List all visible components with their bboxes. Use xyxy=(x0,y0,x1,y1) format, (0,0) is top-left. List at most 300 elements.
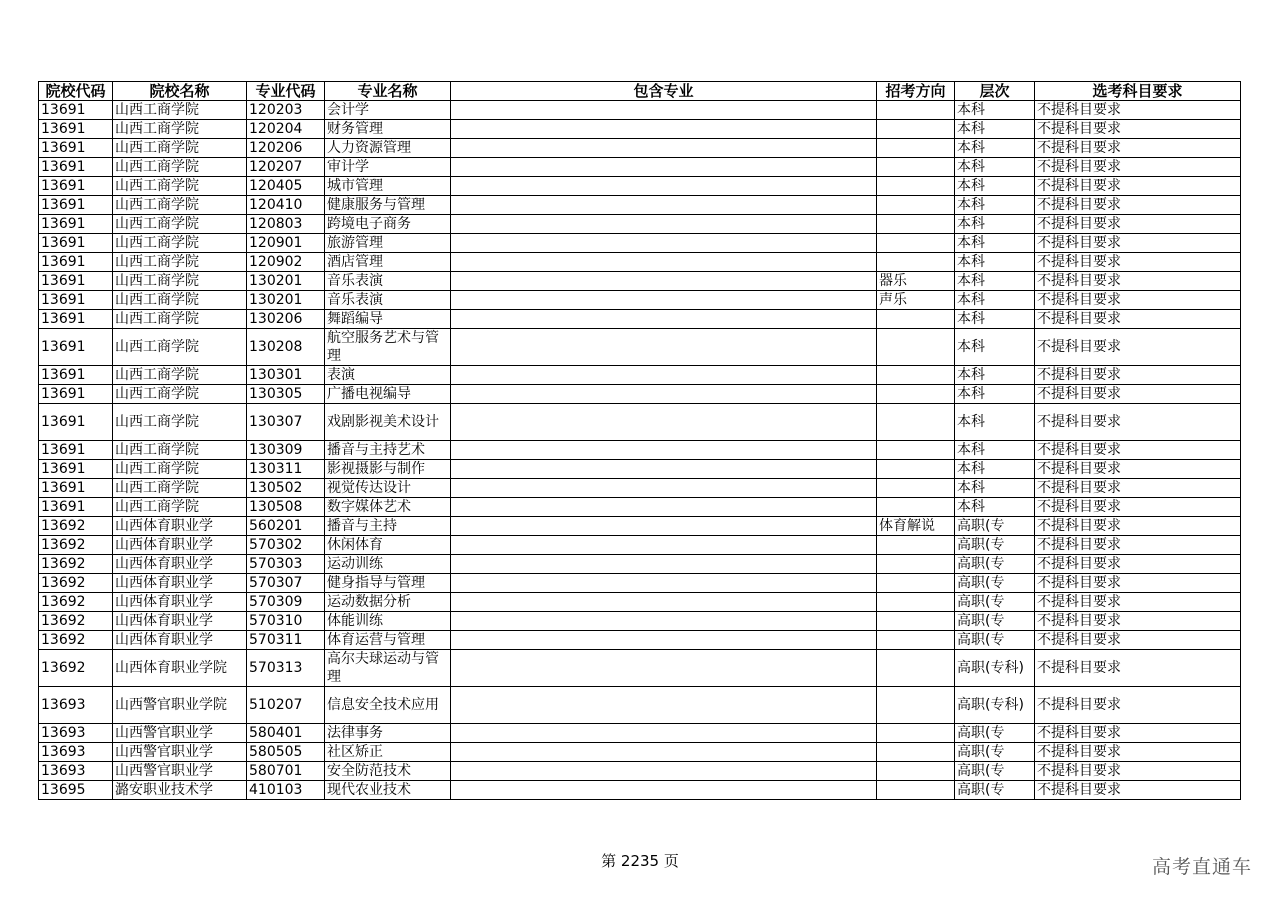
cell-school-name: 山西工商学院 xyxy=(113,177,247,196)
cell-school-name: 山西工商学院 xyxy=(113,234,247,253)
cell-major-code: 130208 xyxy=(247,329,325,366)
cell-subject-requirement: 不提科目要求 xyxy=(1035,781,1241,800)
table-row xyxy=(39,612,1241,631)
cell-school-code: 13691 xyxy=(39,479,113,498)
cell-major-name: 音乐表演 xyxy=(325,272,451,291)
cell-major-code: 560201 xyxy=(247,517,325,536)
cell-level: 本科 xyxy=(955,385,1035,404)
cell-major-name: 广播电视编导 xyxy=(325,385,451,404)
cell-major-code: 130508 xyxy=(247,498,325,517)
cell-major-code: 570310 xyxy=(247,612,325,631)
cell-level: 本科 xyxy=(955,479,1035,498)
cell-exam-direction xyxy=(877,177,955,196)
cell-school-name: 山西工商学院 xyxy=(113,498,247,517)
cell-school-name: 山西体育职业学 xyxy=(113,574,247,593)
cell-major-code: 130305 xyxy=(247,385,325,404)
cell-school-code: 13691 xyxy=(39,310,113,329)
cell-included-majors xyxy=(451,536,877,555)
cell-level: 高职(专 xyxy=(955,593,1035,612)
cell-level: 本科 xyxy=(955,441,1035,460)
cell-school-code: 13691 xyxy=(39,272,113,291)
cell-major-code: 580505 xyxy=(247,743,325,762)
cell-subject-requirement: 不提科目要求 xyxy=(1035,460,1241,479)
cell-included-majors xyxy=(451,196,877,215)
cell-subject-requirement: 不提科目要求 xyxy=(1035,593,1241,612)
cell-level: 本科 xyxy=(955,310,1035,329)
cell-exam-direction xyxy=(877,612,955,631)
table-row xyxy=(39,234,1241,253)
cell-school-name: 山西工商学院 xyxy=(113,366,247,385)
cell-level: 高职(专 xyxy=(955,743,1035,762)
cell-subject-requirement: 不提科目要求 xyxy=(1035,555,1241,574)
cell-level: 本科 xyxy=(955,101,1035,120)
cell-major-code: 120901 xyxy=(247,234,325,253)
table-row xyxy=(39,743,1241,762)
cell-school-code: 13692 xyxy=(39,555,113,574)
cell-included-majors xyxy=(451,120,877,139)
cell-major-code: 130201 xyxy=(247,272,325,291)
cell-included-majors xyxy=(451,234,877,253)
cell-school-code: 13692 xyxy=(39,517,113,536)
cell-major-code: 120207 xyxy=(247,158,325,177)
cell-major-code: 570309 xyxy=(247,593,325,612)
cell-exam-direction xyxy=(877,479,955,498)
cell-school-name: 山西工商学院 xyxy=(113,139,247,158)
cell-school-code: 13691 xyxy=(39,120,113,139)
cell-school-code: 13692 xyxy=(39,631,113,650)
cell-level: 本科 xyxy=(955,177,1035,196)
cell-subject-requirement: 不提科目要求 xyxy=(1035,291,1241,310)
table-row xyxy=(39,441,1241,460)
cell-school-name: 山西体育职业学 xyxy=(113,631,247,650)
cell-subject-requirement: 不提科目要求 xyxy=(1035,366,1241,385)
cell-major-name: 影视摄影与制作 xyxy=(325,460,451,479)
watermark-logo-text: 高考直通车 xyxy=(1151,856,1252,878)
cell-exam-direction xyxy=(877,196,955,215)
table-row xyxy=(39,329,1241,366)
cell-subject-requirement: 不提科目要求 xyxy=(1035,743,1241,762)
cell-school-code: 13692 xyxy=(39,536,113,555)
cell-level: 高职(专 xyxy=(955,631,1035,650)
cell-school-code: 13691 xyxy=(39,234,113,253)
table-row xyxy=(39,479,1241,498)
cell-included-majors xyxy=(451,650,877,687)
table-row xyxy=(39,498,1241,517)
cell-subject-requirement: 不提科目要求 xyxy=(1035,253,1241,272)
cell-school-name: 山西工商学院 xyxy=(113,460,247,479)
table-row xyxy=(39,158,1241,177)
cell-exam-direction xyxy=(877,120,955,139)
cell-included-majors xyxy=(451,310,877,329)
cell-school-code: 13693 xyxy=(39,762,113,781)
cell-level: 高职(专 xyxy=(955,762,1035,781)
cell-subject-requirement: 不提科目要求 xyxy=(1035,158,1241,177)
cell-major-code: 410103 xyxy=(247,781,325,800)
cell-included-majors xyxy=(451,517,877,536)
cell-subject-requirement: 不提科目要求 xyxy=(1035,385,1241,404)
cell-school-code: 13692 xyxy=(39,574,113,593)
header-major-name: 专业名称 xyxy=(325,82,451,101)
cell-included-majors xyxy=(451,329,877,366)
table-body xyxy=(39,101,1241,800)
cell-subject-requirement: 不提科目要求 xyxy=(1035,612,1241,631)
cell-subject-requirement: 不提科目要求 xyxy=(1035,574,1241,593)
cell-school-code: 13692 xyxy=(39,593,113,612)
table-row xyxy=(39,139,1241,158)
cell-school-name: 山西体育职业学 xyxy=(113,555,247,574)
cell-level: 高职(专 xyxy=(955,517,1035,536)
cell-level: 本科 xyxy=(955,291,1035,310)
table-row xyxy=(39,593,1241,612)
table-row xyxy=(39,404,1241,441)
cell-subject-requirement: 不提科目要求 xyxy=(1035,310,1241,329)
cell-major-name: 城市管理 xyxy=(325,177,451,196)
cell-included-majors xyxy=(451,177,877,196)
table-row xyxy=(39,177,1241,196)
cell-major-name: 法律事务 xyxy=(325,724,451,743)
header-subject-requirement: 选考科目要求 xyxy=(1035,82,1241,101)
cell-included-majors xyxy=(451,743,877,762)
cell-major-code: 130301 xyxy=(247,366,325,385)
cell-school-name: 山西体育职业学院 xyxy=(113,650,247,687)
admissions-table xyxy=(38,81,1241,800)
cell-major-code: 570302 xyxy=(247,536,325,555)
cell-subject-requirement: 不提科目要求 xyxy=(1035,762,1241,781)
cell-school-name: 山西警官职业学 xyxy=(113,762,247,781)
table-row xyxy=(39,310,1241,329)
cell-included-majors xyxy=(451,158,877,177)
cell-included-majors xyxy=(451,272,877,291)
cell-major-code: 580701 xyxy=(247,762,325,781)
cell-subject-requirement: 不提科目要求 xyxy=(1035,272,1241,291)
cell-included-majors xyxy=(451,498,877,517)
table-row xyxy=(39,385,1241,404)
cell-exam-direction xyxy=(877,574,955,593)
cell-included-majors xyxy=(451,574,877,593)
cell-level: 高职(专科) xyxy=(955,650,1035,687)
cell-included-majors xyxy=(451,366,877,385)
cell-exam-direction xyxy=(877,441,955,460)
cell-school-name: 山西工商学院 xyxy=(113,215,247,234)
cell-major-code: 570307 xyxy=(247,574,325,593)
cell-subject-requirement: 不提科目要求 xyxy=(1035,177,1241,196)
cell-exam-direction xyxy=(877,234,955,253)
cell-school-code: 13691 xyxy=(39,253,113,272)
cell-school-code: 13693 xyxy=(39,743,113,762)
table-row xyxy=(39,460,1241,479)
cell-school-name: 山西工商学院 xyxy=(113,310,247,329)
cell-major-code: 130502 xyxy=(247,479,325,498)
cell-major-name: 体育运营与管理 xyxy=(325,631,451,650)
cell-exam-direction: 声乐 xyxy=(877,291,955,310)
cell-subject-requirement: 不提科目要求 xyxy=(1035,650,1241,687)
cell-exam-direction xyxy=(877,762,955,781)
cell-subject-requirement: 不提科目要求 xyxy=(1035,101,1241,120)
cell-exam-direction xyxy=(877,101,955,120)
cell-exam-direction xyxy=(877,310,955,329)
cell-level: 高职(专 xyxy=(955,536,1035,555)
table-row xyxy=(39,631,1241,650)
cell-major-name: 社区矫正 xyxy=(325,743,451,762)
cell-subject-requirement: 不提科目要求 xyxy=(1035,536,1241,555)
cell-major-name: 跨境电子商务 xyxy=(325,215,451,234)
cell-subject-requirement: 不提科目要求 xyxy=(1035,517,1241,536)
cell-subject-requirement: 不提科目要求 xyxy=(1035,215,1241,234)
cell-included-majors xyxy=(451,555,877,574)
cell-major-name: 播音与主持 xyxy=(325,517,451,536)
cell-subject-requirement: 不提科目要求 xyxy=(1035,479,1241,498)
header-school-name: 院校名称 xyxy=(113,82,247,101)
cell-exam-direction xyxy=(877,498,955,517)
table-row xyxy=(39,215,1241,234)
table-row xyxy=(39,574,1241,593)
cell-level: 高职(专 xyxy=(955,781,1035,800)
cell-major-name: 财务管理 xyxy=(325,120,451,139)
cell-exam-direction xyxy=(877,555,955,574)
cell-school-name: 山西警官职业学院 xyxy=(113,687,247,724)
cell-major-name: 酒店管理 xyxy=(325,253,451,272)
cell-included-majors xyxy=(451,215,877,234)
cell-school-name: 山西体育职业学 xyxy=(113,536,247,555)
cell-subject-requirement: 不提科目要求 xyxy=(1035,329,1241,366)
cell-level: 本科 xyxy=(955,139,1035,158)
table-row xyxy=(39,555,1241,574)
cell-school-code: 13691 xyxy=(39,441,113,460)
cell-major-code: 130309 xyxy=(247,441,325,460)
cell-school-code: 13695 xyxy=(39,781,113,800)
table-row xyxy=(39,517,1241,536)
cell-school-name: 山西工商学院 xyxy=(113,404,247,441)
cell-included-majors xyxy=(451,687,877,724)
cell-major-name: 戏剧影视美术设计 xyxy=(325,404,451,441)
cell-subject-requirement: 不提科目要求 xyxy=(1035,498,1241,517)
table-row xyxy=(39,101,1241,120)
cell-level: 本科 xyxy=(955,215,1035,234)
cell-school-name: 山西工商学院 xyxy=(113,441,247,460)
cell-major-name: 音乐表演 xyxy=(325,291,451,310)
cell-major-name: 安全防范技术 xyxy=(325,762,451,781)
cell-school-code: 13691 xyxy=(39,366,113,385)
cell-school-code: 13693 xyxy=(39,724,113,743)
cell-school-name: 山西工商学院 xyxy=(113,120,247,139)
cell-subject-requirement: 不提科目要求 xyxy=(1035,441,1241,460)
table-row xyxy=(39,650,1241,687)
cell-major-code: 130201 xyxy=(247,291,325,310)
cell-level: 本科 xyxy=(955,196,1035,215)
cell-major-name: 舞蹈编导 xyxy=(325,310,451,329)
cell-subject-requirement: 不提科目要求 xyxy=(1035,120,1241,139)
cell-level: 本科 xyxy=(955,366,1035,385)
cell-exam-direction xyxy=(877,158,955,177)
cell-school-code: 13693 xyxy=(39,687,113,724)
cell-level: 本科 xyxy=(955,234,1035,253)
cell-major-name: 数字媒体艺术 xyxy=(325,498,451,517)
cell-school-name: 山西工商学院 xyxy=(113,101,247,120)
header-school-code: 院校代码 xyxy=(39,82,113,101)
page-number: 第 2235 页 xyxy=(601,852,679,870)
header-exam-direction: 招考方向 xyxy=(877,82,955,101)
cell-major-name: 运动数据分析 xyxy=(325,593,451,612)
cell-level: 本科 xyxy=(955,272,1035,291)
table-row xyxy=(39,196,1241,215)
cell-subject-requirement: 不提科目要求 xyxy=(1035,139,1241,158)
cell-subject-requirement: 不提科目要求 xyxy=(1035,687,1241,724)
cell-major-name: 旅游管理 xyxy=(325,234,451,253)
cell-level: 高职(专 xyxy=(955,555,1035,574)
cell-major-name: 健身指导与管理 xyxy=(325,574,451,593)
cell-level: 本科 xyxy=(955,498,1035,517)
table-row xyxy=(39,120,1241,139)
cell-school-name: 山西体育职业学 xyxy=(113,517,247,536)
cell-subject-requirement: 不提科目要求 xyxy=(1035,196,1241,215)
cell-school-name: 山西工商学院 xyxy=(113,329,247,366)
cell-major-code: 570303 xyxy=(247,555,325,574)
cell-major-name: 航空服务艺术与管理 xyxy=(325,329,451,366)
table-row xyxy=(39,687,1241,724)
cell-school-code: 13692 xyxy=(39,612,113,631)
cell-level: 本科 xyxy=(955,253,1035,272)
cell-exam-direction xyxy=(877,536,955,555)
cell-major-name: 运动训练 xyxy=(325,555,451,574)
cell-included-majors xyxy=(451,724,877,743)
cell-school-name: 山西工商学院 xyxy=(113,385,247,404)
cell-exam-direction xyxy=(877,460,955,479)
cell-level: 高职(专 xyxy=(955,574,1035,593)
table-row xyxy=(39,253,1241,272)
cell-exam-direction: 体育解说 xyxy=(877,517,955,536)
cell-subject-requirement: 不提科目要求 xyxy=(1035,234,1241,253)
cell-major-code: 130206 xyxy=(247,310,325,329)
cell-level: 高职(专 xyxy=(955,724,1035,743)
table-row xyxy=(39,366,1241,385)
cell-major-name: 人力资源管理 xyxy=(325,139,451,158)
cell-major-name: 审计学 xyxy=(325,158,451,177)
cell-level: 本科 xyxy=(955,329,1035,366)
cell-subject-requirement: 不提科目要求 xyxy=(1035,724,1241,743)
cell-included-majors xyxy=(451,479,877,498)
cell-major-code: 120902 xyxy=(247,253,325,272)
cell-major-name: 现代农业技术 xyxy=(325,781,451,800)
cell-major-code: 120203 xyxy=(247,101,325,120)
cell-major-code: 120803 xyxy=(247,215,325,234)
cell-major-name: 视觉传达设计 xyxy=(325,479,451,498)
cell-school-code: 13691 xyxy=(39,498,113,517)
cell-school-code: 13691 xyxy=(39,291,113,310)
cell-major-code: 570311 xyxy=(247,631,325,650)
cell-school-name: 山西工商学院 xyxy=(113,291,247,310)
cell-included-majors xyxy=(451,762,877,781)
cell-included-majors xyxy=(451,404,877,441)
table-row xyxy=(39,781,1241,800)
cell-level: 本科 xyxy=(955,404,1035,441)
cell-included-majors xyxy=(451,291,877,310)
cell-exam-direction xyxy=(877,404,955,441)
cell-school-code: 13691 xyxy=(39,139,113,158)
cell-included-majors xyxy=(451,593,877,612)
cell-included-majors xyxy=(451,253,877,272)
cell-school-name: 山西工商学院 xyxy=(113,158,247,177)
cell-included-majors xyxy=(451,385,877,404)
cell-level: 本科 xyxy=(955,158,1035,177)
cell-major-name: 体能训练 xyxy=(325,612,451,631)
cell-school-code: 13691 xyxy=(39,196,113,215)
cell-school-name: 山西体育职业学 xyxy=(113,593,247,612)
cell-included-majors xyxy=(451,631,877,650)
cell-included-majors xyxy=(451,781,877,800)
cell-school-code: 13692 xyxy=(39,650,113,687)
cell-included-majors xyxy=(451,460,877,479)
cell-school-code: 13691 xyxy=(39,404,113,441)
cell-major-code: 120405 xyxy=(247,177,325,196)
cell-major-code: 120204 xyxy=(247,120,325,139)
cell-exam-direction xyxy=(877,593,955,612)
cell-major-code: 570313 xyxy=(247,650,325,687)
header-level: 层次 xyxy=(955,82,1035,101)
cell-school-name: 山西工商学院 xyxy=(113,479,247,498)
cell-school-name: 山西体育职业学 xyxy=(113,612,247,631)
cell-school-name: 山西警官职业学 xyxy=(113,743,247,762)
cell-exam-direction xyxy=(877,385,955,404)
table-row xyxy=(39,272,1241,291)
cell-exam-direction xyxy=(877,253,955,272)
table-row xyxy=(39,762,1241,781)
cell-level: 本科 xyxy=(955,120,1035,139)
cell-major-code: 580401 xyxy=(247,724,325,743)
cell-exam-direction xyxy=(877,724,955,743)
cell-exam-direction xyxy=(877,781,955,800)
cell-major-name: 健康服务与管理 xyxy=(325,196,451,215)
cell-exam-direction xyxy=(877,743,955,762)
cell-major-name: 休闲体育 xyxy=(325,536,451,555)
cell-major-name: 高尔夫球运动与管理 xyxy=(325,650,451,687)
table-header-row xyxy=(39,82,1241,101)
cell-school-code: 13691 xyxy=(39,385,113,404)
cell-exam-direction xyxy=(877,650,955,687)
cell-school-code: 13691 xyxy=(39,215,113,234)
header-major-code: 专业代码 xyxy=(247,82,325,101)
cell-school-name: 山西警官职业学 xyxy=(113,724,247,743)
header-included-majors: 包含专业 xyxy=(451,82,877,101)
cell-school-code: 13691 xyxy=(39,158,113,177)
cell-major-name: 会计学 xyxy=(325,101,451,120)
cell-included-majors xyxy=(451,612,877,631)
cell-major-name: 信息安全技术应用 xyxy=(325,687,451,724)
cell-major-name: 表演 xyxy=(325,366,451,385)
cell-exam-direction xyxy=(877,687,955,724)
cell-major-code: 510207 xyxy=(247,687,325,724)
cell-school-code: 13691 xyxy=(39,329,113,366)
cell-subject-requirement: 不提科目要求 xyxy=(1035,631,1241,650)
table-row xyxy=(39,536,1241,555)
cell-school-code: 13691 xyxy=(39,101,113,120)
cell-school-name: 山西工商学院 xyxy=(113,272,247,291)
cell-major-code: 120206 xyxy=(247,139,325,158)
cell-included-majors xyxy=(451,139,877,158)
table-row xyxy=(39,291,1241,310)
cell-level: 高职(专科) xyxy=(955,687,1035,724)
cell-level: 本科 xyxy=(955,460,1035,479)
cell-level: 高职(专 xyxy=(955,612,1035,631)
cell-major-code: 130307 xyxy=(247,404,325,441)
cell-major-code: 120410 xyxy=(247,196,325,215)
cell-included-majors xyxy=(451,101,877,120)
cell-school-name: 潞安职业技术学 xyxy=(113,781,247,800)
cell-exam-direction xyxy=(877,215,955,234)
cell-school-name: 山西工商学院 xyxy=(113,196,247,215)
cell-major-name: 播音与主持艺术 xyxy=(325,441,451,460)
cell-included-majors xyxy=(451,441,877,460)
cell-school-code: 13691 xyxy=(39,177,113,196)
